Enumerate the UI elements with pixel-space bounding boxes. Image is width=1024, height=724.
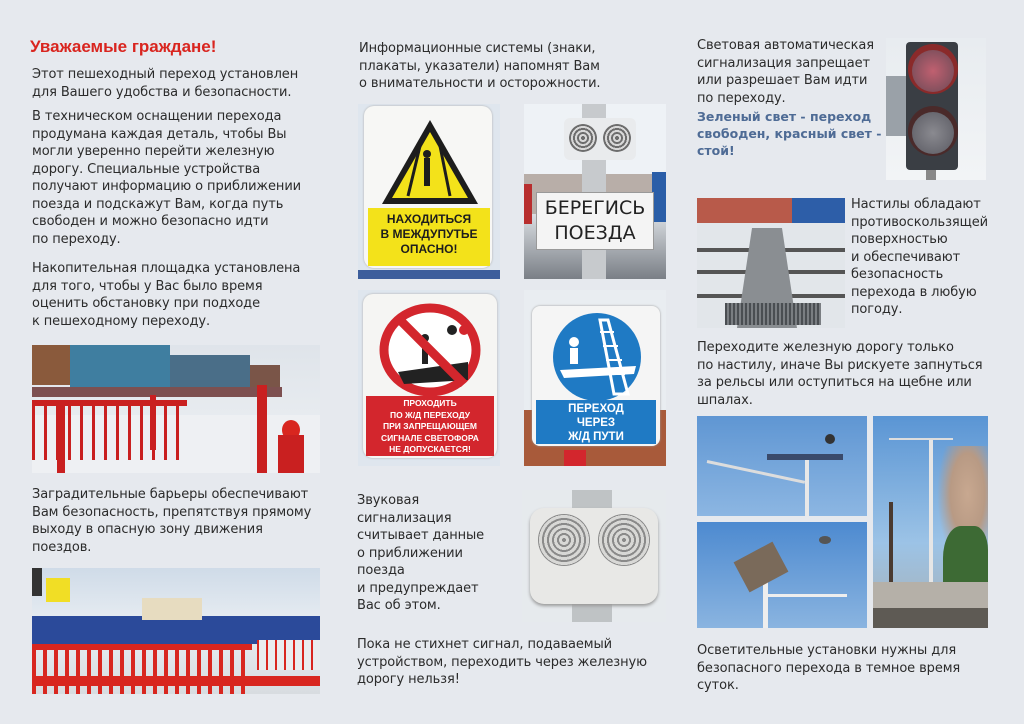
text-line: ПРИ ЗАПРЕЩАЮЩЕМ [382,421,478,431]
text-line: НАХОДИТЬСЯ [386,212,472,226]
text-line: противоскользящей [851,214,988,230]
text-line: к пешеходному переходу. [32,313,211,329]
solar-street-light-photo-2 [697,522,867,628]
text-line: по переходу. [32,231,121,247]
text-line: В МЕЖДУПУТЬЕ [380,227,478,241]
prohibition-icon [378,302,482,398]
sign-4-label [536,400,656,444]
text-line: безопасного перехода в темное время [697,660,961,676]
text-line: шпалах. [697,392,753,408]
text-line: НЕ ДОПУСКАЕТСЯ! [389,444,471,454]
intro-paragraph [32,66,332,101]
no-crossing-red-signal-sign-photo [358,290,500,466]
text-line: Настилы обладают [851,197,981,212]
text-line: по настилу, иначе Вы рискуете запнуться [697,357,983,373]
text-line: Пока не стихнет сигнал, подаваемый [357,637,612,652]
text-line: ОПАСНО! [400,242,458,256]
beware-train-sign-photo [524,104,666,279]
text-line: за рельсы или оступиться на щебне или [697,375,972,390]
text-line: поезда [357,563,405,578]
traffic-light-paragraph [697,37,887,107]
text-line: свободен и можно безопасно идти [32,214,269,229]
text-line: плакаты, указатели) напомнят Вам [359,58,600,74]
text-line: для Вашего удобства и безопасности. [32,84,292,100]
text-line: могли уверенно перейти железную [32,144,275,159]
text-line: Вам безопасность, препятствуя прямому [32,504,312,520]
text-line: продумана каждая деталь, чтобы Вы [32,126,287,142]
text-line: Осветительные установки нужны для [697,643,957,658]
text-line: Зеленый свет - переход [697,109,872,124]
sign-1-label [368,208,490,266]
text-line: Ж/Д ПУТИ [568,431,624,443]
text-line: свободен, красный свет - [697,126,882,141]
barriers-paragraph [32,486,332,556]
text-line: ПОЕЗДА [554,222,636,244]
text-line: и предупреждает [357,580,479,596]
barriers-photo [32,568,320,694]
text-line: дорогу нельзя! [357,672,460,687]
text-line: безопасность [851,267,944,282]
text-line: погоду. [851,302,903,317]
page-title: Уважаемые граждане! [30,37,217,56]
pedestrian-crossing-icon [550,312,644,402]
text-line: Этот пешеходный переход установлен [32,67,299,82]
info-systems-paragraph [359,40,659,93]
text-line: ЧЕРЕЗ [576,417,616,429]
text-line: поездов. [32,539,92,555]
sign-between-tracks-photo [358,104,500,279]
text-line: Световая автоматическая [697,38,874,53]
signal-warning-paragraph [357,636,677,689]
text-line: БЕРЕГИСЬ [544,197,646,219]
text-line: поезда и подскажут Вам, когда путь [32,196,284,212]
text-line: стой! [697,143,735,158]
text-line: о внимательности и осторожности. [359,76,601,91]
text-line: Переходите железную дорогу только [697,340,954,355]
text-line: или разрешает Вам идти [697,73,868,88]
text-line: Звуковая [357,493,420,508]
street-light-pole-photo [873,416,988,628]
text-line: по переходу. [697,90,786,106]
equipment-paragraph [32,108,332,248]
text-line: Информационные системы (знаки, [359,41,596,56]
text-line: Вас об этом. [357,598,441,613]
sign-2-label [536,192,654,250]
text-line: сигнализация запрещает [697,55,870,71]
text-line: Заградительные барьеры обеспечивают [32,487,309,502]
sound-signal-paragraph [357,492,517,615]
deck-paragraph [851,196,1021,319]
text-line: получают информацию о приближении [32,179,302,194]
warning-triangle-icon [380,118,480,206]
waiting-platform-photo [32,345,320,473]
deck-advice-paragraph [697,339,1017,409]
text-line: дорогу. Специальные устройства [32,161,261,177]
sound-device-photo [522,490,666,622]
text-line: оценить обстановку при подходе [32,296,260,311]
text-line: ПЕРЕХОД [568,403,624,415]
text-line: сигнализация [357,510,452,526]
text-line: СИГНАЛЕ СВЕТОФОРА [381,432,479,443]
text-line: выходу в опасную зону движения [32,522,263,537]
solar-street-light-photo-1 [697,416,867,516]
lighting-paragraph [697,642,1017,695]
text-line: считывает данные [357,528,485,543]
text-line: о приближении [357,545,463,561]
text-line: поверхностью [851,232,948,247]
text-line: и обеспечивают [851,249,961,265]
text-line: для того, чтобы у Вас было время [32,278,263,294]
text-line: ПРОХОДИТЬ [403,398,457,408]
traffic-light-photo [886,38,986,180]
sign-3-label [366,396,494,456]
text-line: Накопительная площадка установлена [32,261,301,276]
text-line: ПО Ж/Д ПЕРЕХОДУ [389,409,471,420]
crossing-deck-photo [697,198,845,328]
text-line: В техническом оснащении перехода [32,109,282,124]
text-line: устройством, переходить через железную [357,654,647,670]
text-line: суток. [697,678,739,693]
waiting-area-paragraph [32,260,332,330]
traffic-light-rule [697,108,887,159]
crossing-sign-photo [524,290,666,466]
text-line: перехода в любую [851,284,977,300]
